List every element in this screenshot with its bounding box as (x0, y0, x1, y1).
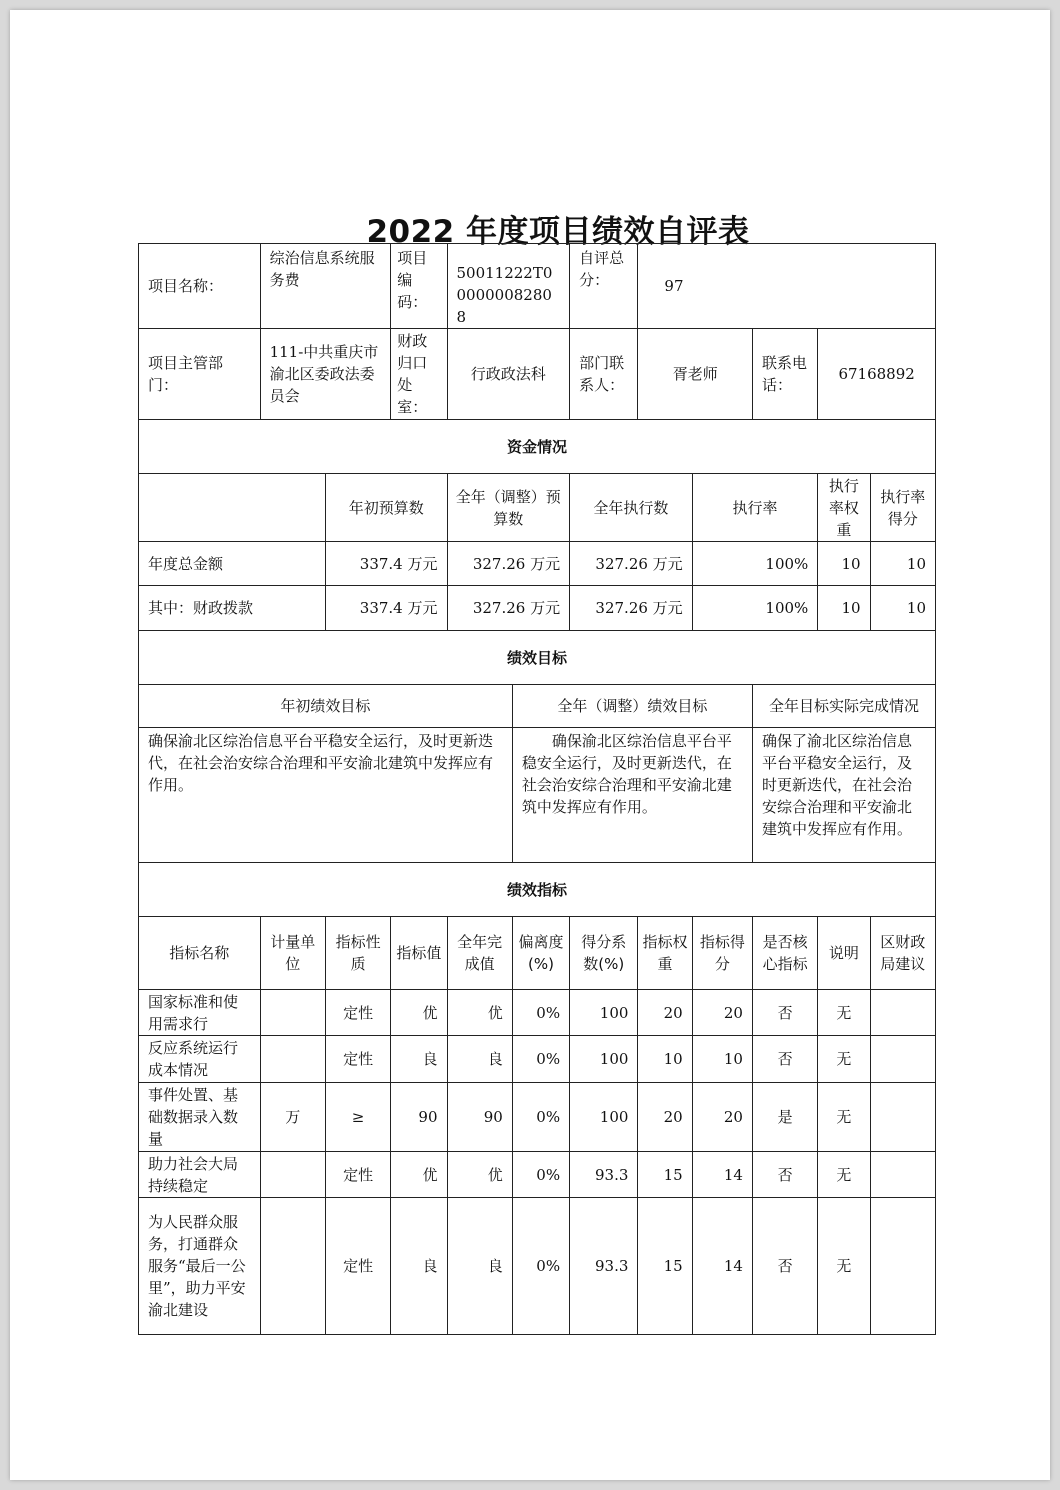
indicator-weight: 10 (638, 1036, 692, 1083)
indicator-header-weight: 指标权重 (638, 917, 692, 990)
indicator-unit (260, 990, 325, 1036)
indicator-score: 20 (692, 1083, 752, 1152)
indicator-unit (260, 1198, 325, 1335)
indicator-deviation: 0% (512, 1198, 569, 1335)
indicator-done: 90 (447, 1083, 512, 1152)
indicators-section-row (139, 863, 936, 917)
indicator-note: 无 (818, 1152, 870, 1198)
funds-executed: 327.26 万元 (570, 586, 693, 631)
indicator-deviation: 0% (512, 1152, 569, 1198)
indicator-deviation: 0% (512, 990, 569, 1036)
indicator-advice (870, 1036, 935, 1083)
goals-section-row (139, 631, 936, 685)
funds-header-rate: 执行率 (692, 474, 818, 542)
funds-header-weight: 执行率权重 (818, 474, 870, 542)
indicator-name: 事件处置、基础数据录入数量 (139, 1083, 261, 1152)
indicator-value: 优 (391, 990, 447, 1036)
goal-actual-text: 确保了渝北区综治信息平台平稳安全运行，及时更新迭代，在社会治安综合治理和平安渝北建筑中发挥应有作用。 (752, 728, 935, 863)
indicator-nature: 定性 (325, 1036, 390, 1083)
indicator-deviation: 0% (512, 1036, 569, 1083)
goals-header-row (139, 685, 936, 728)
indicator-name: 反应系统运行成本情况 (139, 1036, 261, 1083)
indicator-advice (870, 1083, 935, 1152)
indicator-coefficient: 100 (570, 1036, 638, 1083)
indicator-value: 90 (391, 1083, 447, 1152)
indicator-nature: 定性 (325, 1152, 390, 1198)
funds-header-adjusted: 全年（调整）预算数 (447, 474, 570, 542)
indicator-value: 良 (391, 1198, 447, 1335)
funds-row (139, 542, 936, 586)
score-label: 自评总分： (570, 244, 638, 329)
indicator-score: 10 (692, 1036, 752, 1083)
indicator-row (139, 990, 936, 1036)
indicator-header-score: 指标得分 (692, 917, 752, 990)
score-value: 97 (638, 244, 936, 329)
indicator-name: 为人民群众服务，打通群众服务“最后一公里”，助力平安渝北建设 (139, 1198, 261, 1335)
funds-score: 10 (870, 586, 935, 631)
indicator-unit: 万 (260, 1083, 325, 1152)
indicator-coefficient: 93.3 (570, 1198, 638, 1335)
phone-label: 联系电话： (752, 329, 817, 420)
indicator-row (139, 1152, 936, 1198)
indicator-coefficient: 93.3 (570, 1152, 638, 1198)
office-label: 财政归口处室： (391, 329, 447, 420)
indicator-done: 良 (447, 1198, 512, 1335)
indicator-header-name: 指标名称 (139, 917, 261, 990)
indicator-row (139, 1083, 936, 1152)
indicator-row (139, 1036, 936, 1083)
funds-weight: 10 (818, 542, 870, 586)
indicator-value: 良 (391, 1036, 447, 1083)
indicator-name: 助力社会大局持续稳定 (139, 1152, 261, 1198)
indicator-header-advice: 区财政局建议 (870, 917, 935, 990)
funds-header-row (139, 474, 936, 542)
project-code-label: 项目编码： (391, 244, 447, 329)
page-title: 2022 年度项目绩效自评表 (366, 214, 750, 250)
indicator-name: 国家标准和使用需求行 (139, 990, 261, 1036)
indicator-weight: 20 (638, 990, 692, 1036)
goals-section-title: 绩效目标 (139, 631, 936, 685)
funds-initial: 337.4 万元 (325, 586, 447, 631)
indicator-unit (260, 1152, 325, 1198)
indicator-core: 否 (752, 1036, 817, 1083)
indicator-score: 14 (692, 1152, 752, 1198)
indicator-coefficient: 100 (570, 1083, 638, 1152)
indicator-score: 20 (692, 990, 752, 1036)
indicator-done: 良 (447, 1036, 512, 1083)
indicator-advice (870, 990, 935, 1036)
indicator-done: 优 (447, 990, 512, 1036)
project-name-label: 项目名称： (139, 244, 261, 329)
goals-header-adjusted: 全年（调整）绩效目标 (512, 685, 752, 728)
project-row-2 (139, 329, 936, 420)
indicator-unit (260, 1036, 325, 1083)
funds-initial: 337.4 万元 (325, 542, 447, 586)
funds-header-initial: 年初预算数 (325, 474, 447, 542)
project-code-value: 50011222T000000082808 (447, 244, 570, 329)
funds-section-row (139, 420, 936, 474)
funds-adjusted: 327.26 万元 (447, 542, 570, 586)
funds-adjusted: 327.26 万元 (447, 586, 570, 631)
office-value: 行政政法科 (447, 329, 570, 420)
funds-header-blank (139, 474, 326, 542)
indicator-nature: ≥ (325, 1083, 390, 1152)
indicator-weight: 20 (638, 1083, 692, 1152)
indicators-section-title: 绩效指标 (139, 863, 936, 917)
indicator-coefficient: 100 (570, 990, 638, 1036)
goal-initial-text: 确保渝北区综治信息平台平稳安全运行，及时更新迭代，在社会治安综合治理和平安渝北建筑中发挥应有作用。 (139, 728, 513, 863)
funds-row-label: 其中：财政拨款 (139, 586, 326, 631)
indicator-advice (870, 1198, 935, 1335)
goal-adjusted-text: 确保渝北区综治信息平台平稳安全运行，及时更新迭代，在社会治安综合治理和平安渝北建筑中发挥应有作用。 (512, 728, 752, 863)
indicator-deviation: 0% (512, 1083, 569, 1152)
funds-executed: 327.26 万元 (570, 542, 693, 586)
contact-label: 部门联系人： (570, 329, 638, 420)
funds-score: 10 (870, 542, 935, 586)
indicator-nature: 定性 (325, 1198, 390, 1335)
indicator-note: 无 (818, 990, 870, 1036)
goals-header-initial: 年初绩效目标 (139, 685, 513, 728)
indicator-weight: 15 (638, 1198, 692, 1335)
dept-value: 111-中共重庆市渝北区委政法委员会 (260, 329, 391, 420)
funds-rate: 100% (692, 586, 818, 631)
goals-content-row (139, 728, 936, 863)
indicator-note: 无 (818, 1036, 870, 1083)
goals-header-actual: 全年目标实际完成情况 (752, 685, 935, 728)
indicator-note: 无 (818, 1198, 870, 1335)
indicator-header-deviation: 偏离度(%) (512, 917, 569, 990)
indicator-weight: 15 (638, 1152, 692, 1198)
indicator-header-nature: 指标性质 (325, 917, 390, 990)
indicator-nature: 定性 (325, 990, 390, 1036)
funds-section-title: 资金情况 (139, 420, 936, 474)
funds-row (139, 586, 936, 631)
indicator-row (139, 1198, 936, 1335)
indicator-advice (870, 1152, 935, 1198)
funds-rate: 100% (692, 542, 818, 586)
indicator-core: 否 (752, 1152, 817, 1198)
funds-header-executed: 全年执行数 (570, 474, 693, 542)
indicator-header-unit: 计量单位 (260, 917, 325, 990)
indicator-header-core: 是否核心指标 (752, 917, 817, 990)
funds-row-label: 年度总金额 (139, 542, 326, 586)
indicator-core: 否 (752, 1198, 817, 1335)
indicator-note: 无 (818, 1083, 870, 1152)
funds-weight: 10 (818, 586, 870, 631)
dept-label: 项目主管部门： (139, 329, 261, 420)
indicator-core: 是 (752, 1083, 817, 1152)
phone-value: 67168892 (818, 329, 936, 420)
indicator-header-coefficient: 得分系数(%) (570, 917, 638, 990)
indicator-header-note: 说明 (818, 917, 870, 990)
indicator-header-value: 指标值 (391, 917, 447, 990)
indicator-core: 否 (752, 990, 817, 1036)
evaluation-table (138, 243, 936, 1335)
project-row-1 (139, 244, 936, 329)
contact-value: 胥老师 (638, 329, 753, 420)
funds-header-score: 执行率得分 (870, 474, 935, 542)
project-name-value: 综治信息系统服务费 (260, 244, 391, 329)
indicator-done: 优 (447, 1152, 512, 1198)
indicator-value: 优 (391, 1152, 447, 1198)
indicators-header-row (139, 917, 936, 990)
indicator-score: 14 (692, 1198, 752, 1335)
indicator-header-done: 全年完成值 (447, 917, 512, 990)
